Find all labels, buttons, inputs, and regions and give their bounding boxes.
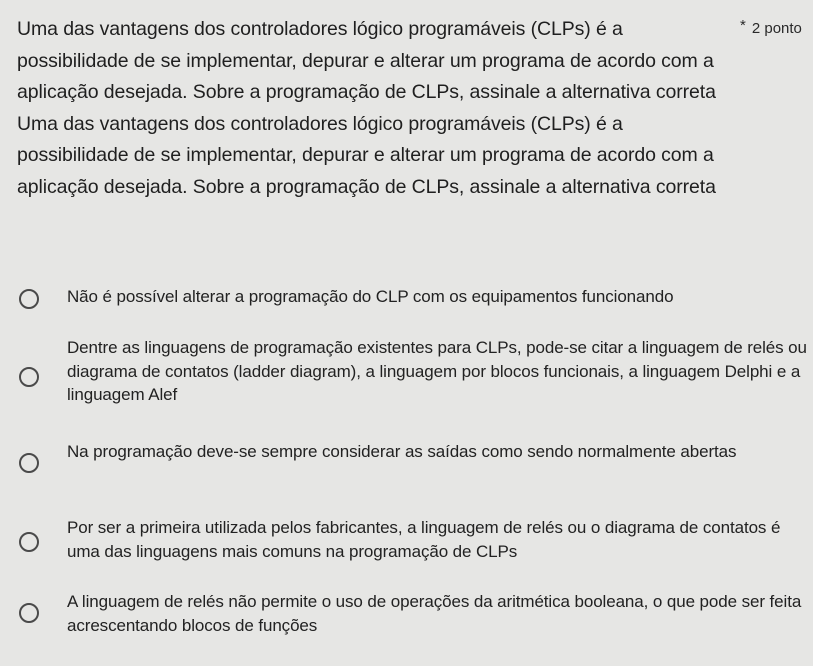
question-text: Uma das vantagens dos controladores lógico programáveis (CLPs) é a possibilidade de se implementar, depurar e alterar um programa de acordo com a aplicação desejada. Sobre a programação de CLPs, assinale a alternativa correta Uma das vantagens dos controladores lógico programáveis (CLPs) é a possibilidade de se implementar, depurar e alterar um programa de acordo com a aplicação desejada. Sobre a programação de CLPs, assinale a alternativa correta bbox=[17, 18, 716, 198]
radio-button-option-4[interactable] bbox=[19, 532, 39, 552]
option-3-label: Na programação deve-se sempre considerar as saídas como sendo normalmente abertas bbox=[67, 442, 737, 461]
points-label: 2 ponto bbox=[751, 20, 802, 37]
option-5[interactable] bbox=[0, 589, 813, 639]
option-1[interactable] bbox=[0, 284, 813, 314]
option-2[interactable] bbox=[0, 335, 813, 410]
option-4[interactable] bbox=[0, 515, 813, 565]
option-1-label: Não é possível alterar a programação do CLP com os equipamentos funcionando bbox=[67, 287, 674, 306]
option-3[interactable] bbox=[0, 439, 813, 489]
radio-button-option-1[interactable] bbox=[19, 289, 39, 309]
points-indicator bbox=[740, 17, 802, 37]
radio-button-option-3[interactable] bbox=[19, 453, 39, 473]
radio-button-option-5[interactable] bbox=[19, 603, 39, 623]
option-5-label: A linguagem de relés não permite o uso de operações da aritmética booleana, o que pode ser feita acrescentando blocos de funções bbox=[67, 592, 802, 635]
required-asterisk: * bbox=[740, 17, 746, 34]
option-2-label: Dentre as linguagens de programação existentes para CLPs, pode-se citar a linguagem de relés ou diagrama de contatos (ladder diagram), a linguagem por blocos funcionais, a linguagem Delphi e a linguagem Alef bbox=[67, 338, 807, 404]
radio-button-option-2[interactable] bbox=[19, 367, 39, 387]
option-4-label: Por ser a primeira utilizada pelos fabricantes, a linguagem de relés ou o diagrama de contatos é uma das linguagens mais comuns na programação de CLPs bbox=[67, 518, 781, 561]
